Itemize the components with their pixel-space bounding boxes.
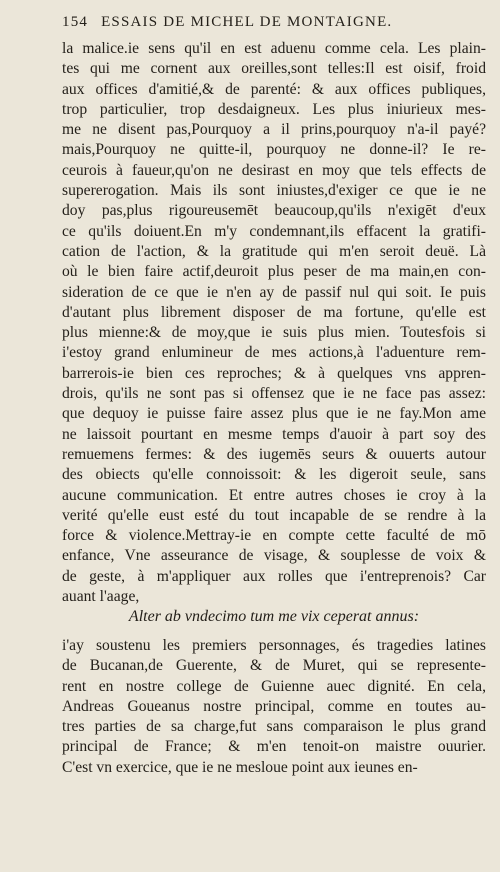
text-line: ce qu'ils doiuent.En m'y condemnant,ils effacent la gratifi-: [62, 222, 486, 240]
text-line: où le bien faire actif,deuroit plus peser de ma main,en con-: [62, 263, 486, 281]
text-line: doy pas,plus rigoureusemēt beaucoup,qu'ils n'exigēt d'eux: [62, 202, 486, 220]
text-line: i'estoy grand enlumineur de mes actions,à l'aduenture rem-: [62, 344, 486, 362]
text-line: i'ay soustenu les premiers personnages, és tragedies latines: [62, 637, 486, 654]
text-line: verité qu'elle eust esté du tout incapable de se rendre à la: [62, 506, 486, 524]
text-line: supererogation. Mais ils sont iniustes,d'exiger ce que ie ne: [62, 182, 486, 200]
text-line: tres parties de sa charge,fut sans comparaison le plus grand: [62, 718, 486, 736]
text-line: sideration de ce que ie n'en ay de passif nul qui soit. Ie puis: [62, 283, 486, 301]
text-line: que dequoy ie puisse faire assez plus que ie ne fay.Mon ame: [62, 405, 486, 423]
text-line: d'autant plus librement disposer de ma fortune, qu'elle est: [62, 303, 486, 321]
running-head: [62, 14, 482, 31]
text-line: tes qui me cornent aux oreilles,sont telles:Il est oisif, froid: [62, 60, 486, 78]
page-number: 154: [62, 14, 89, 30]
text-line: force & violence.Mettray-ie en compte cette faculté de mō: [62, 527, 486, 545]
text-line: enfance, Vne asseurance de visage, & souplesse de voix &: [62, 547, 486, 565]
text-line: drois, qu'ils ne sont pas si offensez que ie ne face pas assez:: [62, 385, 486, 403]
paragraph-1: [62, 39, 486, 607]
text-line: cation de l'action, & la gratitude qui m'en seroit deuë. Là: [62, 242, 486, 260]
text-line: des obiects qu'elle connoissoit: & les digeroit seule, sans: [62, 466, 486, 484]
text-line: rent en nostre college de Guienne auec dignité. En cela,: [62, 677, 486, 695]
text-line: Andreas Goueanus nostre principal, comme en toutes au-: [62, 697, 486, 715]
paragraph-2: [62, 636, 486, 778]
text-line: de Bucanan,de Guerente, & de Muret, qui se represente-: [62, 657, 486, 675]
text-line: aux offices d'amitié,& de parenté: & aux offices publiques,: [62, 80, 486, 98]
text-line: auant l'aage,: [62, 588, 140, 606]
text-line: plus mienne:& de moy,que ie suis plus mien. Toutesfois si: [62, 324, 486, 342]
text-line: me ne disent pas,Pourquoy a il prins,pourquoy n'a-il payé?: [62, 121, 486, 139]
text-line: ceurois à faueur,qu'on ne desirast en moy que tels effects de: [62, 161, 486, 179]
latin-epigraph: Alter ab vndecimo tum me vix ceperat annus:: [128, 608, 420, 625]
text-line: barrerois-ie bien ces reproches; & à quelques vns appren-: [62, 364, 486, 382]
text-line: principal de France; & m'en tenoit-on maistre ouurier.: [62, 738, 486, 756]
text-line: de geste, à m'appliquer aux rolles que i'entreprenois? Car: [62, 567, 486, 585]
text-line: mais,Pourquoy ne quitte-il, pourquoy ne donne-il? Ie re-: [62, 141, 486, 159]
running-title: ESSAIS DE MICHEL DE MONTAIGNE.: [101, 14, 393, 30]
text-line: trop particulier, trop desdaigneux. Les plus iniurieux mes-: [62, 100, 486, 118]
text-line: la malice.ie sens qu'il en est aduenu comme cela. Les plain-: [62, 40, 486, 57]
text-line: aucune communication. Et entre autres choses ie croy à la: [62, 486, 486, 504]
text-line: C'est vn exercice, que ie ne mesloue point aux ieunes en-: [62, 758, 418, 776]
text-line: ne laissoit pourtant en mesme temps d'auoir à part soy des: [62, 425, 486, 443]
text-line: remuemens fermes: & des iugemēs seurs & ouuerts autour: [62, 445, 486, 463]
